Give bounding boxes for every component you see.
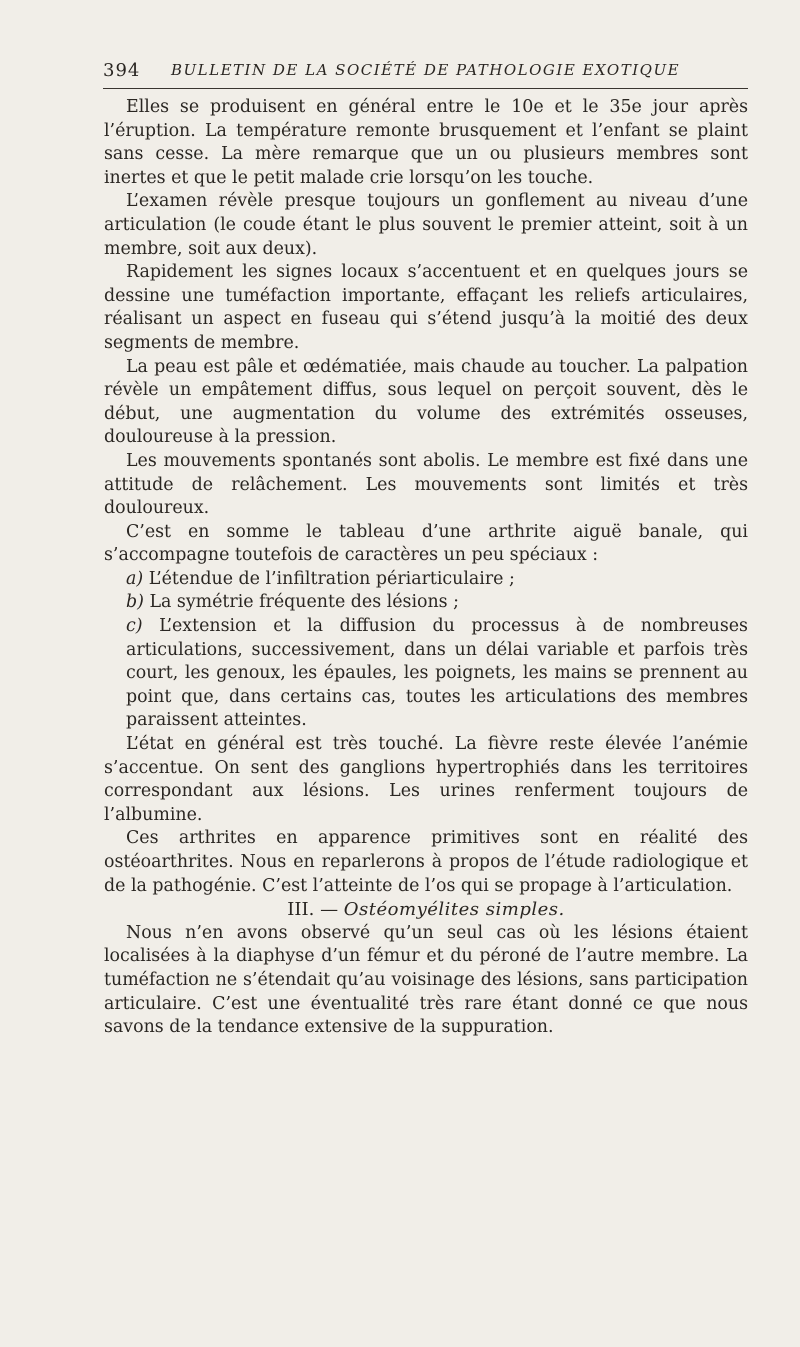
paragraph: Elles se produisent en général entre le 10e et le 35e jour après l’éruption. La température remonte brusquement et l’enfant se plaint sans cesse. La mère remarque que un ou plusieurs membres sont inertes et que le petit malade crie lorsqu’on les touche. xyxy=(104,97,748,188)
section-title: Ostéomyélites simples. xyxy=(343,899,565,921)
paragraph: Nous n’en avons observé qu’un seul cas où les lésions étaient localisées à la diaphyse d’un fémur et du péroné de l’autre membre. La tuméfaction ne s’étendait qu’au voisinage des lésions, sans participation articulaire. C’est une éventualité très rare étant donné ce que nous savons de la tendance extensive de la suppuration. xyxy=(104,922,748,1038)
page-header xyxy=(103,58,748,86)
list-item-b xyxy=(104,591,748,615)
paragraph: Ces arthrites en apparence primitives sont en réalité des ostéoarthrites. Nous en reparlerons à propos de l’étude radiologique et de la pathogénie. C’est l’atteinte de l’os qui se propage à l’articulation. xyxy=(104,828,748,896)
section-dash: — xyxy=(320,899,339,921)
paragraph: C’est en somme le tableau d’une arthrite aiguë banale, qui s’accompagne toutefois de caractères un peu spéciaux : xyxy=(104,521,748,566)
list-label: a) xyxy=(126,568,144,589)
list-text: L’extension et la diffusion du processus à de nombreuses articulations, successivement, dans un délai variable et parfois très court, les genoux, les épaules, les poignets, les mains se prennent au point que, dans certains cas, toutes les articulations des membres paraissent atteintes. xyxy=(126,616,748,731)
list-item-c xyxy=(104,615,748,733)
section-number: III. xyxy=(287,899,315,921)
paragraph: L’examen révèle presque toujours un gonflement au niveau d’une articulation (le coude étant le plus souvent le premier atteint, soit à un membre, soit aux deux). xyxy=(104,191,748,259)
list-label: c) xyxy=(126,616,143,637)
paragraph: Rapidement les signes locaux s’accentuent et en quelques jours se dessine une tuméfaction importante, effaçant les reliefs articulaires, réalisant un aspect en fuseau qui s’étend jusqu’à la moitié des deux segments de membre. xyxy=(104,262,748,353)
paragraph: Les mouvements spontanés sont abolis. Le membre est fixé dans une attitude de relâchement. Les mouvements sont limités et très douloureux. xyxy=(104,450,748,519)
list-text: L’étendue de l’infiltration périarticulaire ; xyxy=(148,568,515,589)
paragraph: La peau est pâle et œdématiée, mais chaude au toucher. La palpation révèle un empâtement diffus, sous lequel on perçoit souvent, dès le début, une augmentation du volume des extrémités osseuses, douloureuse à la pression. xyxy=(104,356,748,448)
list-text: La symétrie fréquente des lésions ; xyxy=(149,592,459,613)
page-number: 394 xyxy=(103,60,141,81)
section-heading xyxy=(104,898,748,922)
paragraph: L’état en général est très touché. La fièvre reste élevée l’anémie s’accentue. On sent des ganglions hypertrophiés dans les territoires correspondant aux lésions. Les urines renferment toujours de l’albumine. xyxy=(104,734,748,825)
list-item-a xyxy=(104,568,748,592)
running-title: BULLETIN DE LA SOCIÉTÉ DE PATHOLOGIE EXOTIQUE xyxy=(171,61,681,79)
body-text xyxy=(104,96,748,1040)
list-label: b) xyxy=(126,592,144,613)
header-rule xyxy=(103,88,748,89)
